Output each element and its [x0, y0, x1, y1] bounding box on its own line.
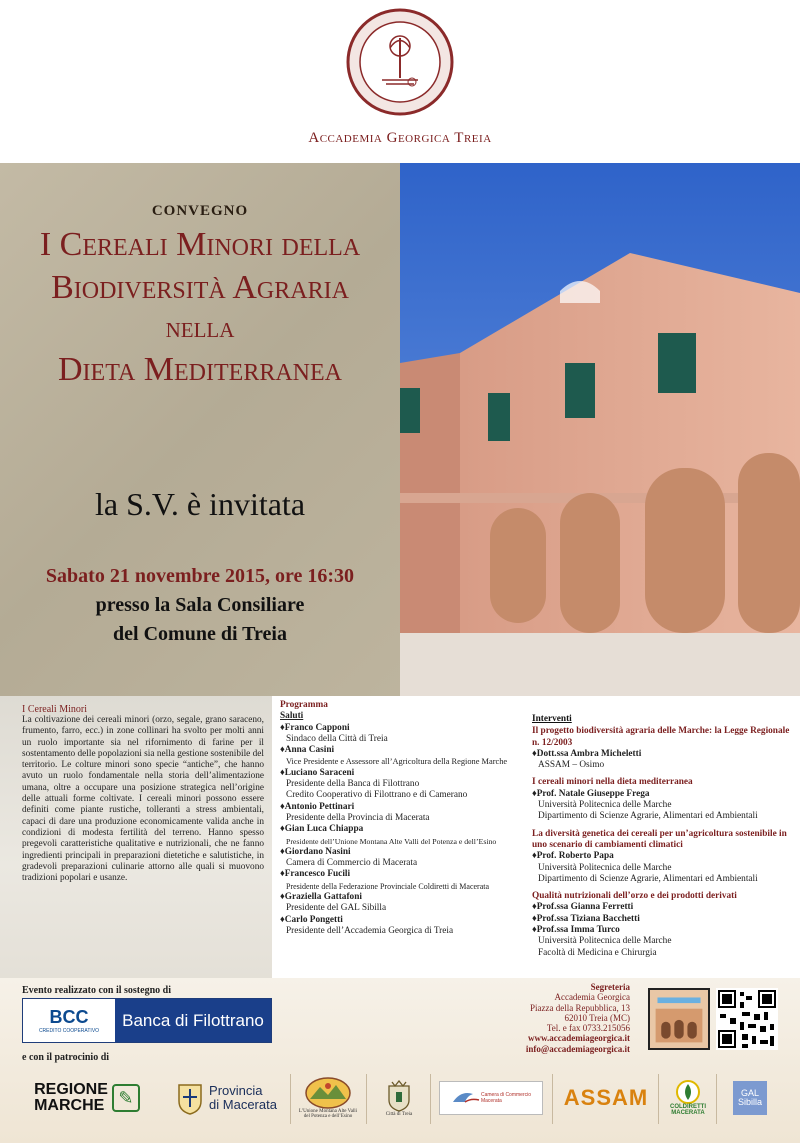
unione-montana-emblem-icon	[304, 1077, 352, 1109]
patronage-label: e con il patrocinio di	[22, 1052, 110, 1063]
speaker-role: Università Politecnica delle Marche	[538, 936, 672, 947]
camera-city-line: Macerata	[480, 1098, 502, 1104]
provincia-text	[209, 1084, 277, 1112]
camera-commercio-text	[481, 1092, 531, 1104]
camera-commercio-box	[439, 1081, 543, 1115]
gal-line: GAL	[740, 1088, 759, 1098]
event-venue-line-2: del Comune di Treia	[113, 623, 287, 645]
bcc-logo	[23, 999, 115, 1042]
speaker-role: Vice Presidente e Assessore all’Agricoltura della Regione Marche	[286, 757, 508, 767]
website-link[interactable]: www.accademiageorgica.it	[528, 1033, 630, 1044]
camera-commercio-logo	[436, 1070, 546, 1126]
citta-treia-text: Città di Treia	[385, 1111, 413, 1117]
regione-marche-text	[34, 1082, 108, 1114]
speaker-name: ♦Prof.ssa Imma Turco	[532, 925, 620, 936]
speaker-role: Sindaco della Città di Treia	[286, 733, 388, 744]
invitation-text: la S.V. è invitata	[94, 486, 306, 522]
bank-logo	[22, 998, 272, 1043]
bcc-wordmark: BCC	[49, 1007, 89, 1027]
secretariat-line: Piazza della Repubblica, 13	[530, 1002, 630, 1013]
event-title-line-1: I Cereali Minori della	[39, 226, 361, 263]
speaker-name: ♦Franco Capponi	[280, 722, 350, 733]
speaker-role: Camera di Commercio di Macerata	[286, 858, 418, 869]
unione-montana-logo	[296, 1070, 360, 1126]
speaker-name: ♦Francesco Fucili	[280, 869, 351, 880]
provincia-line: Provincia	[209, 1083, 263, 1098]
speaker-name: ♦Prof. Natale Giuseppe Frega	[532, 788, 650, 799]
macerata-line: di Macerata	[209, 1097, 277, 1112]
unione-montana-text: L’Unione Montana Alte Valli del Potenza e dell’Esino	[298, 1109, 358, 1119]
speaker-name: ♦Luciano Saraceni	[280, 767, 355, 778]
speaker-name: ♦Giordano Nasini	[280, 846, 351, 857]
assam-logo	[558, 1070, 654, 1126]
program-column	[280, 700, 530, 937]
logo-divider	[430, 1074, 431, 1124]
intro-title: I Cereali Minori	[22, 704, 87, 715]
talk-topic: La diversità genetica dei cereali per un’agricoltura sostenibile in uno scenario di cambiamenti climatici	[532, 828, 787, 850]
camera-commercio-emblem-icon	[451, 1088, 481, 1108]
saluti-label: Saluti	[280, 711, 304, 722]
interventi-column	[532, 714, 794, 959]
speaker-name: ♦Gian Luca Chiappa	[280, 824, 364, 835]
building-photo	[400, 163, 800, 696]
email-link[interactable]: info@accademiageorgica.it	[525, 1043, 630, 1054]
coldiretti-emblem-icon	[675, 1080, 701, 1104]
bcc-tagline: CREDITO COOPERATIVO	[38, 1028, 100, 1034]
coldiretti-line: COLDIRETTI	[670, 1104, 706, 1110]
sponsor-label: Evento realizzato con il sostegno di	[22, 985, 171, 996]
coldiretti-logo	[664, 1070, 712, 1126]
bank-name: Banca di Filottrano	[115, 999, 271, 1042]
gal-sibilla-box	[733, 1081, 767, 1115]
hero-text-panel	[0, 163, 400, 696]
secretariat-line: 62010 Treia (MC)	[564, 1012, 630, 1023]
logo-divider	[290, 1074, 291, 1124]
speaker-name: ♦Antonio Pettinari	[280, 801, 355, 812]
interventi-title: Interventi	[532, 714, 572, 724]
speaker-role: Università Politecnica delle Marche	[538, 862, 672, 873]
citta-treia-logo	[372, 1070, 426, 1126]
speaker-role: Presidente dell’Unione Montana Alte Valli del Potenza e dell’Esino	[286, 836, 497, 846]
poster-header	[0, 0, 800, 163]
provincia-macerata-logo	[172, 1070, 282, 1126]
hero-band	[0, 163, 800, 696]
logo-divider	[716, 1074, 717, 1124]
sponsors-footer	[0, 978, 800, 1143]
coldiretti-city-line: MACERATA	[671, 1110, 705, 1116]
academy-seal-logo	[346, 8, 454, 116]
speaker-name: ♦Carlo Pongetti	[280, 914, 343, 925]
academy-name: Accademia Georgica Treia	[308, 130, 492, 146]
speaker-name: ♦Prof.ssa Gianna Ferretti	[532, 902, 634, 913]
talk-topic: Qualità nutrizionali dell’orzo e dei prodotti derivati	[532, 891, 737, 902]
secretariat-line: Tel. e fax 0733.215056	[546, 1023, 630, 1034]
speaker-role: Dipartimento di Scienze Agrarie, Alimentari ed Ambientali	[538, 811, 758, 822]
logo-divider	[658, 1074, 659, 1124]
logo-divider	[552, 1074, 553, 1124]
building-thumbnail	[648, 988, 710, 1050]
intro-panel	[0, 696, 272, 978]
regione-line: REGIONE	[34, 1081, 108, 1098]
provincia-shield-icon	[177, 1081, 203, 1115]
speaker-name: ♦Prof.ssa Tiziana Bacchetti	[532, 913, 640, 924]
speaker-role: Presidente della Federazione Provinciale Coldiretti di Macerata	[286, 881, 490, 891]
event-title-line-4: Dieta Mediterranea	[58, 351, 342, 388]
intro-body: La coltivazione dei cereali minori (orzo, segale, grano saraceno, frumento, farro, ecc.) in zone collinari ha svolto per molti anni un ruolo importante sia nel rifornimento di farine per il sostentamento delle popolazioni sia nella gestione sostenibile del territorio. Le colture minori sono specie “antiche”, che hanno avuto un ruolo fondamentale nella storia dell’alimentazione umana, oltre a occupare una posizione strategica nell’origine delle attuali forme coltivate. I cereali minori possono essere definiti come piante rustiche, tolleranti a stress ambientali, capaci di dare una produzione economicamente valida anche in condizioni di modesta fertilità del terreno. Hanno spesso pregevoli caratteristiche qualitative e nutrizionali, che ne fanno ingredienti principali in preparazioni dietetiche e salutistiche, in gradevoli preparazioni culinarie attorno alle quali si muovono tradizioni popolari e usanze.	[22, 715, 264, 884]
marche-line: MARCHE	[34, 1097, 105, 1114]
treia-coat-of-arms-icon	[386, 1080, 412, 1112]
camera-line: Camera di Commercio	[480, 1092, 531, 1098]
program-title: Programma	[280, 700, 328, 710]
speaker-name: ♦Graziella Gattafoni	[280, 892, 362, 903]
secretariat-title: Segreteria	[590, 982, 630, 992]
details-section	[0, 696, 800, 978]
speaker-name: ♦Anna Casini	[280, 745, 335, 756]
sibilla-line: Sibilla	[737, 1097, 762, 1107]
regione-marche-logo	[22, 1070, 152, 1126]
secretariat-contacts	[480, 982, 630, 1054]
speaker-role: Presidente della Banca di Filottrano	[286, 779, 420, 790]
assam-wordmark: ASSAM	[563, 1085, 649, 1110]
speaker-role: ASSAM – Osimo	[538, 760, 605, 771]
qr-code-icon[interactable]	[716, 988, 778, 1050]
speaker-name: ♦Dott.ssa Ambra Micheletti	[532, 748, 642, 759]
talk-topic: I cereali minori nella dieta mediterranea	[532, 777, 693, 788]
speaker-role: Università Politecnica delle Marche	[538, 800, 672, 811]
coldiretti-text	[670, 1104, 706, 1116]
speaker-role: Credito Cooperativo di Filottrano e di Camerano	[286, 790, 468, 801]
event-title-line-2: Biodiversità Agraria	[51, 269, 349, 306]
speaker-name: ♦Prof. Roberto Papa	[532, 851, 614, 862]
speaker-role: Facoltà di Medicina e Chirurgia	[538, 947, 657, 958]
event-kicker: CONVEGNO	[151, 203, 249, 219]
event-title-line-3: nella	[165, 311, 235, 344]
secretariat-line: Accademia Georgica	[554, 992, 630, 1003]
speaker-role: Dipartimento di Scienze Agrarie, Alimentari ed Ambientali	[538, 873, 758, 884]
speaker-role: Presidente del GAL Sibilla	[286, 903, 387, 914]
logo-divider	[366, 1074, 367, 1124]
event-date: Sabato 21 novembre 2015, ore 16:30	[45, 565, 355, 587]
speaker-role: Presidente della Provincia di Macerata	[286, 812, 430, 823]
talk-topic: Il progetto biodiversità agraria delle Marche: la Legge Regionale n. 12/2003	[532, 726, 790, 748]
regione-marche-emblem-icon: ✎	[112, 1084, 140, 1112]
gal-sibilla-logo	[726, 1070, 774, 1126]
event-venue-line-1: presso la Sala Consiliare	[95, 594, 305, 616]
speaker-role: Presidente dell’Accademia Georgica di Treia	[286, 925, 454, 936]
